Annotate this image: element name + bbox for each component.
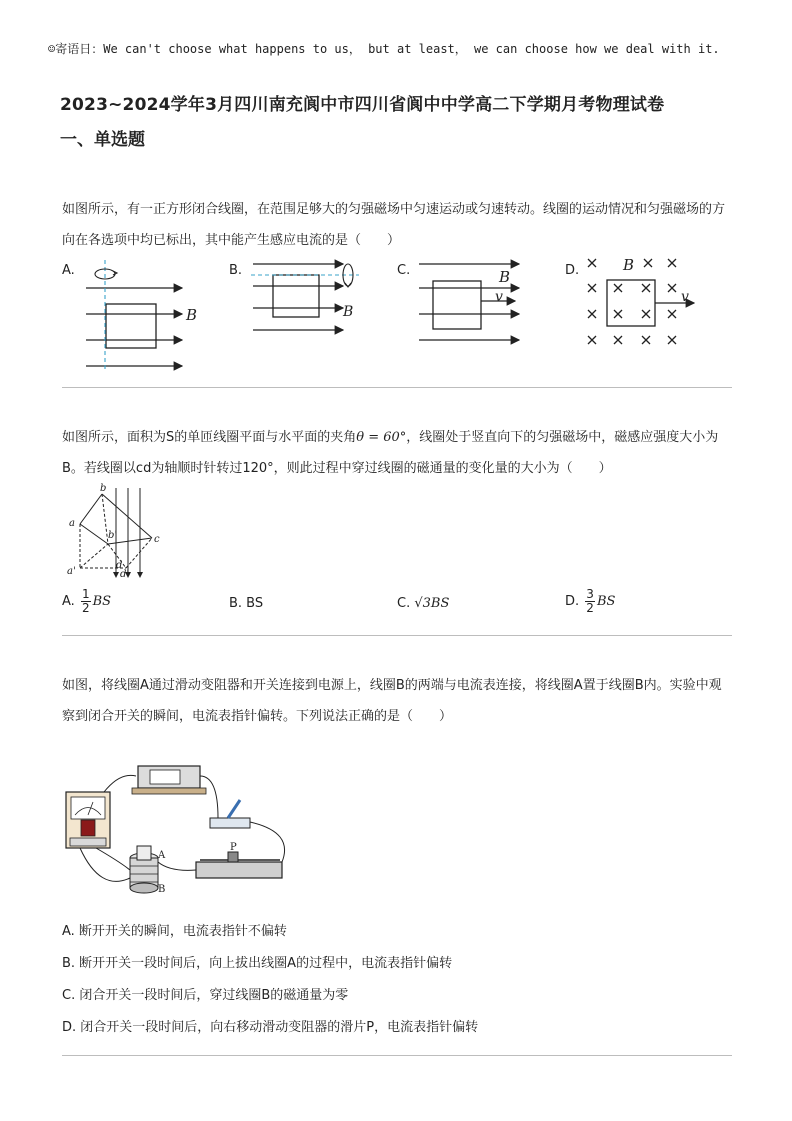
q3-option-d: D. 闭合开关一段时间后，向右移动滑动变阻器的滑片P，电流表指针偏转 xyxy=(62,1020,479,1035)
q3-apparatus-figure xyxy=(60,762,300,904)
q1b-b-label: B xyxy=(343,304,354,320)
q2-text-b: ，线圈处于竖直向下的匀强磁场中，磁感应强度大小为B。若线圈以cd为轴顺时针转过120°，则此过程中穿过线圈的磁通量的变化量的大小为（ ） xyxy=(62,430,719,476)
exam-title: 2023~2024学年3月四川南充阆中市四川省阆中中学高二下学期月考物理试卷 xyxy=(60,95,665,115)
q2-option-a-num: 1 xyxy=(81,587,90,601)
question-2-text xyxy=(62,422,734,484)
q2-label-a: a xyxy=(69,518,75,529)
q2-option-a-den: 2 xyxy=(81,601,90,615)
q1-figure-d xyxy=(582,256,702,348)
q2-option-d-label: D. xyxy=(565,594,580,609)
q3-label-p: P xyxy=(230,842,237,853)
q2-option-d-tail: BS xyxy=(596,594,616,609)
q2-label-b: b xyxy=(100,483,107,494)
q2-text-a: 如图所示，面积为S的单匝线圈平面与水平面的夹角 xyxy=(62,430,357,445)
q3-option-b: B. 断开开关一段时间后，向上拔出线圈A的过程中，电流表指针偏转 xyxy=(62,956,453,971)
q1d-v-label: v xyxy=(681,289,689,305)
section-heading: 一、单选题 xyxy=(60,130,145,150)
q2-label-d: d xyxy=(116,560,123,571)
q1-option-a-label: A. xyxy=(62,263,75,278)
q1a-b-label: B xyxy=(186,306,198,324)
divider-2 xyxy=(62,635,732,636)
q2-label-dprime: d' xyxy=(120,569,130,580)
q2-option-a xyxy=(62,588,111,615)
q3-option-c: C. 闭合开关一段时间后，穿过线圈B的磁通量为零 xyxy=(62,988,349,1003)
q1c-b-label: B xyxy=(499,268,511,286)
q3-label-b: B xyxy=(158,884,166,895)
q2-option-a-label: A. xyxy=(62,594,75,609)
q1-figure-a xyxy=(80,256,215,376)
q3-option-a: A. 断开开关的瞬间，电流表指针不偏转 xyxy=(62,924,287,939)
q2-option-a-fraction xyxy=(81,588,91,615)
q2-label-aprime: a' xyxy=(67,566,76,577)
q1-option-d-label: D. xyxy=(565,263,580,278)
q2-option-d-den: 2 xyxy=(586,601,594,615)
q2-option-c-value: √3BS xyxy=(414,596,450,611)
q1-option-b-label: B. xyxy=(229,263,243,278)
question-1-text: 如图所示，有一正方形闭合线圈，在范围足够大的匀强磁场中匀速运动或匀速转动。线圈的运动情况和匀强磁场的方向在各选项中均已标出，其中能产生感应电流的是（ ） xyxy=(62,202,726,248)
q2-theta: θ = 60° xyxy=(356,430,407,445)
q2-label-c: c xyxy=(154,534,160,545)
q1c-v-label: v xyxy=(495,289,503,305)
motto-line: ☺寄语日：We can't choose what happens to us， but at least， we can choose how we deal with it. xyxy=(48,42,720,56)
q2-option-b: B. BS xyxy=(229,596,264,611)
q1-figure-c xyxy=(415,256,530,348)
q2-option-c xyxy=(397,596,449,611)
question-3-text: 如图，将线圈A通过滑动变阻器和开关连接到电源上，线圈B的两端与电流表连接，将线圈A置于线圈B内。实验中观察到闭合开关的瞬间，电流表指针偏转。下列说法正确的是（ ） xyxy=(62,678,722,724)
divider-1 xyxy=(62,387,732,388)
q2-label-bprime: b' xyxy=(108,530,118,541)
q1d-b-label: B xyxy=(623,256,635,274)
q2-option-c-label: C. xyxy=(397,596,411,611)
q1-figure-b xyxy=(247,256,367,341)
q2-option-d-fraction xyxy=(585,588,595,615)
q2-option-d-num: 3 xyxy=(586,587,594,601)
divider-3 xyxy=(62,1055,732,1056)
q1-option-c-label: C. xyxy=(397,263,411,278)
q2-figure xyxy=(64,480,174,582)
q2-option-a-tail: BS xyxy=(92,594,112,609)
q3-label-a: A xyxy=(158,850,166,861)
q2-option-d xyxy=(565,588,615,615)
